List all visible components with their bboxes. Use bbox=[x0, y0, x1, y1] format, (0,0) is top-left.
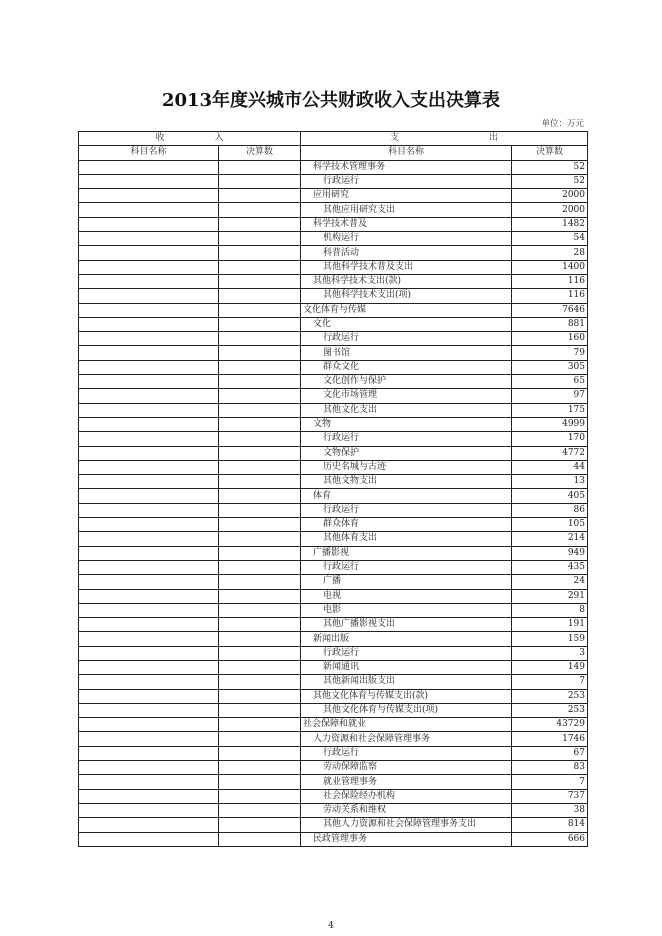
expense-name-cell: 体育 bbox=[301, 489, 512, 503]
expense-amount-cell: 4772 bbox=[512, 446, 588, 460]
expense-name-cell: 电影 bbox=[301, 603, 512, 617]
income-name-cell bbox=[79, 332, 219, 346]
table-row bbox=[79, 274, 588, 288]
income-amount-cell bbox=[219, 575, 301, 589]
income-amount-cell bbox=[219, 260, 301, 274]
table-row bbox=[79, 332, 588, 346]
expense-name-cell: 其他新闻出版支出 bbox=[301, 675, 512, 689]
table-row bbox=[79, 160, 588, 174]
table-row bbox=[79, 446, 588, 460]
expense-char-2: 出 bbox=[489, 133, 499, 144]
income-name-cell bbox=[79, 732, 219, 746]
income-name-cell bbox=[79, 203, 219, 217]
table-row bbox=[79, 417, 588, 431]
income-name-cell bbox=[79, 560, 219, 574]
expense-amount-cell: 44 bbox=[512, 460, 588, 474]
expense-amount-cell: 170 bbox=[512, 432, 588, 446]
income-amount-cell bbox=[219, 818, 301, 832]
income-amount-cell bbox=[219, 732, 301, 746]
income-name-cell bbox=[79, 646, 219, 660]
table-row bbox=[79, 675, 588, 689]
table-row bbox=[79, 832, 588, 846]
page-title: 2013年度兴城市公共财政收入支出决算表 bbox=[161, 90, 501, 111]
income-amount-cell bbox=[219, 660, 301, 674]
expense-name-cell: 其他文化支出 bbox=[301, 403, 512, 417]
table-row bbox=[79, 232, 588, 246]
income-amount-cell bbox=[219, 189, 301, 203]
income-name-cell bbox=[79, 232, 219, 246]
expense-name-cell: 行政运行 bbox=[301, 746, 512, 760]
table-row bbox=[79, 703, 588, 717]
income-char-2: 入 bbox=[214, 133, 224, 144]
table-row bbox=[79, 532, 588, 546]
income-name-cell bbox=[79, 518, 219, 532]
income-amount-cell bbox=[219, 761, 301, 775]
header-row-sections bbox=[79, 132, 588, 146]
table-row bbox=[79, 718, 588, 732]
income-name-cell bbox=[79, 417, 219, 431]
table-row bbox=[79, 575, 588, 589]
table-row bbox=[79, 746, 588, 760]
expense-amount-cell: 105 bbox=[512, 518, 588, 532]
expense-amount-cell: 159 bbox=[512, 632, 588, 646]
expense-amount-cell: 253 bbox=[512, 703, 588, 717]
income-amount-cell bbox=[219, 532, 301, 546]
expense-name-cell: 行政运行 bbox=[301, 560, 512, 574]
table-row bbox=[79, 646, 588, 660]
table-row bbox=[79, 803, 588, 817]
expense-name-cell: 文化 bbox=[301, 317, 512, 331]
expense-name-cell: 其他文化体育与传媒支出(款) bbox=[301, 689, 512, 703]
income-name-cell bbox=[79, 189, 219, 203]
income-amount-header: 决算数 bbox=[219, 146, 301, 160]
income-name-cell bbox=[79, 803, 219, 817]
expense-amount-cell: 305 bbox=[512, 360, 588, 374]
income-name-cell bbox=[79, 317, 219, 331]
income-amount-cell bbox=[219, 432, 301, 446]
income-name-cell bbox=[79, 818, 219, 832]
income-name-cell bbox=[79, 660, 219, 674]
income-name-cell bbox=[79, 746, 219, 760]
expense-amount-cell: 52 bbox=[512, 160, 588, 174]
expense-amount-cell: 97 bbox=[512, 389, 588, 403]
expense-name-cell: 文物 bbox=[301, 417, 512, 431]
expense-name-cell: 广播影视 bbox=[301, 546, 512, 560]
expense-amount-cell: 3 bbox=[512, 646, 588, 660]
expense-amount-cell: 28 bbox=[512, 246, 588, 260]
expense-amount-cell: 7 bbox=[512, 675, 588, 689]
budget-table bbox=[78, 131, 588, 847]
expense-amount-cell: 149 bbox=[512, 660, 588, 674]
expense-amount-cell: 291 bbox=[512, 589, 588, 603]
expense-amount-cell: 38 bbox=[512, 803, 588, 817]
expense-name-cell: 文化体育与传媒 bbox=[301, 303, 512, 317]
expense-char-1: 支 bbox=[389, 133, 399, 144]
expense-amount-cell: 2000 bbox=[512, 203, 588, 217]
expense-amount-cell: 54 bbox=[512, 232, 588, 246]
income-name-cell bbox=[79, 446, 219, 460]
income-amount-cell bbox=[219, 417, 301, 431]
expense-name-cell: 劳动保障监察 bbox=[301, 761, 512, 775]
income-amount-cell bbox=[219, 246, 301, 260]
income-name-cell bbox=[79, 689, 219, 703]
income-amount-cell bbox=[219, 317, 301, 331]
table-row bbox=[79, 260, 588, 274]
table-row bbox=[79, 203, 588, 217]
unit-label: 单位：万元 bbox=[541, 119, 584, 129]
expense-amount-cell: 405 bbox=[512, 489, 588, 503]
income-name-cell bbox=[79, 289, 219, 303]
income-amount-cell bbox=[219, 689, 301, 703]
income-amount-cell bbox=[219, 703, 301, 717]
income-name-cell bbox=[79, 603, 219, 617]
income-name-cell bbox=[79, 389, 219, 403]
expense-amount-cell: 43729 bbox=[512, 718, 588, 732]
expense-amount-cell: 65 bbox=[512, 375, 588, 389]
expense-name-cell: 社会保险经办机构 bbox=[301, 789, 512, 803]
income-name-cell bbox=[79, 460, 219, 474]
expense-name-cell: 科学技术普及 bbox=[301, 217, 512, 231]
income-amount-cell bbox=[219, 589, 301, 603]
table-row bbox=[79, 303, 588, 317]
income-name-cell bbox=[79, 217, 219, 231]
expense-name-cell: 广播 bbox=[301, 575, 512, 589]
expense-name-header: 科目名称 bbox=[301, 146, 512, 160]
income-amount-cell bbox=[219, 518, 301, 532]
table-row bbox=[79, 317, 588, 331]
table-row bbox=[79, 660, 588, 674]
table-row bbox=[79, 618, 588, 632]
table-row bbox=[79, 560, 588, 574]
table-row bbox=[79, 818, 588, 832]
table-row bbox=[79, 689, 588, 703]
expense-amount-cell: 7 bbox=[512, 775, 588, 789]
expense-name-cell: 其他科学技术支出(项) bbox=[301, 289, 512, 303]
income-amount-cell bbox=[219, 789, 301, 803]
expense-section-header bbox=[301, 132, 588, 146]
income-amount-cell bbox=[219, 160, 301, 174]
expense-amount-cell: 1746 bbox=[512, 732, 588, 746]
income-amount-cell bbox=[219, 603, 301, 617]
expense-amount-cell: 881 bbox=[512, 317, 588, 331]
table-row bbox=[79, 761, 588, 775]
expense-name-cell: 人力资源和社会保障管理事务 bbox=[301, 732, 512, 746]
expense-name-cell: 其他科学技术支出(款) bbox=[301, 274, 512, 288]
income-amount-cell bbox=[219, 546, 301, 560]
table-row bbox=[79, 389, 588, 403]
income-amount-cell bbox=[219, 475, 301, 489]
expense-name-cell: 行政运行 bbox=[301, 174, 512, 188]
table-row bbox=[79, 460, 588, 474]
table-row bbox=[79, 546, 588, 560]
table-row bbox=[79, 246, 588, 260]
income-amount-cell bbox=[219, 489, 301, 503]
income-amount-cell bbox=[219, 618, 301, 632]
income-amount-cell bbox=[219, 217, 301, 231]
expense-amount-cell: 13 bbox=[512, 475, 588, 489]
expense-amount-cell: 67 bbox=[512, 746, 588, 760]
income-amount-cell bbox=[219, 803, 301, 817]
expense-amount-cell: 253 bbox=[512, 689, 588, 703]
income-name-cell bbox=[79, 632, 219, 646]
income-name-header: 科目名称 bbox=[79, 146, 219, 160]
expense-name-cell: 图书馆 bbox=[301, 346, 512, 360]
table-row bbox=[79, 732, 588, 746]
income-amount-cell bbox=[219, 232, 301, 246]
income-name-cell bbox=[79, 174, 219, 188]
expense-amount-cell: 24 bbox=[512, 575, 588, 589]
income-amount-cell bbox=[219, 646, 301, 660]
income-amount-cell bbox=[219, 718, 301, 732]
income-name-cell bbox=[79, 346, 219, 360]
income-amount-cell bbox=[219, 775, 301, 789]
table-row bbox=[79, 503, 588, 517]
expense-amount-cell: 666 bbox=[512, 832, 588, 846]
expense-amount-cell: 1482 bbox=[512, 217, 588, 231]
table-row bbox=[79, 375, 588, 389]
expense-amount-cell: 214 bbox=[512, 532, 588, 546]
expense-name-cell: 劳动关系和维权 bbox=[301, 803, 512, 817]
expense-amount-cell: 191 bbox=[512, 618, 588, 632]
table-row bbox=[79, 589, 588, 603]
income-name-cell bbox=[79, 432, 219, 446]
income-amount-cell bbox=[219, 460, 301, 474]
table-row bbox=[79, 217, 588, 231]
expense-name-cell: 行政运行 bbox=[301, 332, 512, 346]
table-row bbox=[79, 174, 588, 188]
table-row bbox=[79, 489, 588, 503]
expense-name-cell: 其他体育支出 bbox=[301, 532, 512, 546]
income-section-header bbox=[79, 132, 301, 146]
expense-name-cell: 机构运行 bbox=[301, 232, 512, 246]
income-name-cell bbox=[79, 618, 219, 632]
expense-name-cell: 应用研究 bbox=[301, 189, 512, 203]
expense-name-cell: 文化市场管理 bbox=[301, 389, 512, 403]
expense-name-cell: 新闻出版 bbox=[301, 632, 512, 646]
expense-name-cell: 文物保护 bbox=[301, 446, 512, 460]
expense-amount-cell: 175 bbox=[512, 403, 588, 417]
table-row bbox=[79, 360, 588, 374]
expense-name-cell: 群众文化 bbox=[301, 360, 512, 374]
expense-amount-cell: 79 bbox=[512, 346, 588, 360]
table-row bbox=[79, 775, 588, 789]
table-row bbox=[79, 403, 588, 417]
income-name-cell bbox=[79, 375, 219, 389]
expense-name-cell: 历史名城与古迹 bbox=[301, 460, 512, 474]
expense-amount-cell: 949 bbox=[512, 546, 588, 560]
table-row bbox=[79, 432, 588, 446]
income-amount-cell bbox=[219, 403, 301, 417]
income-name-cell bbox=[79, 575, 219, 589]
income-name-cell bbox=[79, 546, 219, 560]
expense-name-cell: 行政运行 bbox=[301, 503, 512, 517]
income-amount-cell bbox=[219, 332, 301, 346]
expense-amount-cell: 2000 bbox=[512, 189, 588, 203]
income-name-cell bbox=[79, 274, 219, 288]
expense-name-cell: 新闻通讯 bbox=[301, 660, 512, 674]
income-name-cell bbox=[79, 489, 219, 503]
table-row bbox=[79, 346, 588, 360]
page-number: 4 bbox=[328, 921, 334, 931]
expense-name-cell: 科普活动 bbox=[301, 246, 512, 260]
income-amount-cell bbox=[219, 832, 301, 846]
income-amount-cell bbox=[219, 375, 301, 389]
income-amount-cell bbox=[219, 389, 301, 403]
income-name-cell bbox=[79, 789, 219, 803]
income-name-cell bbox=[79, 832, 219, 846]
income-amount-cell bbox=[219, 360, 301, 374]
expense-amount-cell: 435 bbox=[512, 560, 588, 574]
expense-name-cell: 其他应用研究支出 bbox=[301, 203, 512, 217]
income-amount-cell bbox=[219, 446, 301, 460]
table-row bbox=[79, 518, 588, 532]
income-name-cell bbox=[79, 160, 219, 174]
income-name-cell bbox=[79, 761, 219, 775]
income-name-cell bbox=[79, 503, 219, 517]
income-amount-cell bbox=[219, 746, 301, 760]
table-row bbox=[79, 603, 588, 617]
income-name-cell bbox=[79, 246, 219, 260]
income-name-cell bbox=[79, 775, 219, 789]
expense-amount-cell: 52 bbox=[512, 174, 588, 188]
expense-amount-header: 决算数 bbox=[512, 146, 588, 160]
income-name-cell bbox=[79, 260, 219, 274]
table-row bbox=[79, 289, 588, 303]
income-name-cell bbox=[79, 303, 219, 317]
expense-amount-cell: 8 bbox=[512, 603, 588, 617]
expense-amount-cell: 86 bbox=[512, 503, 588, 517]
expense-name-cell: 行政运行 bbox=[301, 432, 512, 446]
header-row-columns bbox=[79, 146, 588, 160]
income-amount-cell bbox=[219, 203, 301, 217]
table-row bbox=[79, 189, 588, 203]
income-amount-cell bbox=[219, 289, 301, 303]
income-name-cell bbox=[79, 475, 219, 489]
expense-name-cell: 文化创作与保护 bbox=[301, 375, 512, 389]
income-name-cell bbox=[79, 718, 219, 732]
expense-name-cell: 其他文化体育与传媒支出(项) bbox=[301, 703, 512, 717]
expense-name-cell: 社会保障和就业 bbox=[301, 718, 512, 732]
income-amount-cell bbox=[219, 303, 301, 317]
expense-name-cell: 就业管理事务 bbox=[301, 775, 512, 789]
expense-name-cell: 行政运行 bbox=[301, 646, 512, 660]
expense-amount-cell: 83 bbox=[512, 761, 588, 775]
expense-amount-cell: 116 bbox=[512, 274, 588, 288]
income-amount-cell bbox=[219, 346, 301, 360]
expense-amount-cell: 737 bbox=[512, 789, 588, 803]
table-row bbox=[79, 475, 588, 489]
table-row bbox=[79, 632, 588, 646]
expense-name-cell: 其他人力资源和社会保障管理事务支出 bbox=[301, 818, 512, 832]
expense-name-cell: 电视 bbox=[301, 589, 512, 603]
income-amount-cell bbox=[219, 632, 301, 646]
expense-amount-cell: 7646 bbox=[512, 303, 588, 317]
income-amount-cell bbox=[219, 503, 301, 517]
income-name-cell bbox=[79, 360, 219, 374]
expense-name-cell: 科学技术管理事务 bbox=[301, 160, 512, 174]
expense-amount-cell: 814 bbox=[512, 818, 588, 832]
expense-name-cell: 其他科学技术普及支出 bbox=[301, 260, 512, 274]
expense-name-cell: 民政管理事务 bbox=[301, 832, 512, 846]
expense-name-cell: 其他文物支出 bbox=[301, 475, 512, 489]
expense-name-cell: 其他广播影视支出 bbox=[301, 618, 512, 632]
expense-amount-cell: 160 bbox=[512, 332, 588, 346]
income-name-cell bbox=[79, 675, 219, 689]
expense-name-cell: 群众体育 bbox=[301, 518, 512, 532]
income-name-cell bbox=[79, 703, 219, 717]
income-name-cell bbox=[79, 589, 219, 603]
expense-amount-cell: 4999 bbox=[512, 417, 588, 431]
table-row bbox=[79, 789, 588, 803]
income-name-cell bbox=[79, 532, 219, 546]
income-amount-cell bbox=[219, 274, 301, 288]
income-amount-cell bbox=[219, 560, 301, 574]
income-amount-cell bbox=[219, 174, 301, 188]
income-name-cell bbox=[79, 403, 219, 417]
expense-amount-cell: 1400 bbox=[512, 260, 588, 274]
income-amount-cell bbox=[219, 675, 301, 689]
expense-amount-cell: 116 bbox=[512, 289, 588, 303]
income-char-1: 收 bbox=[155, 133, 165, 144]
